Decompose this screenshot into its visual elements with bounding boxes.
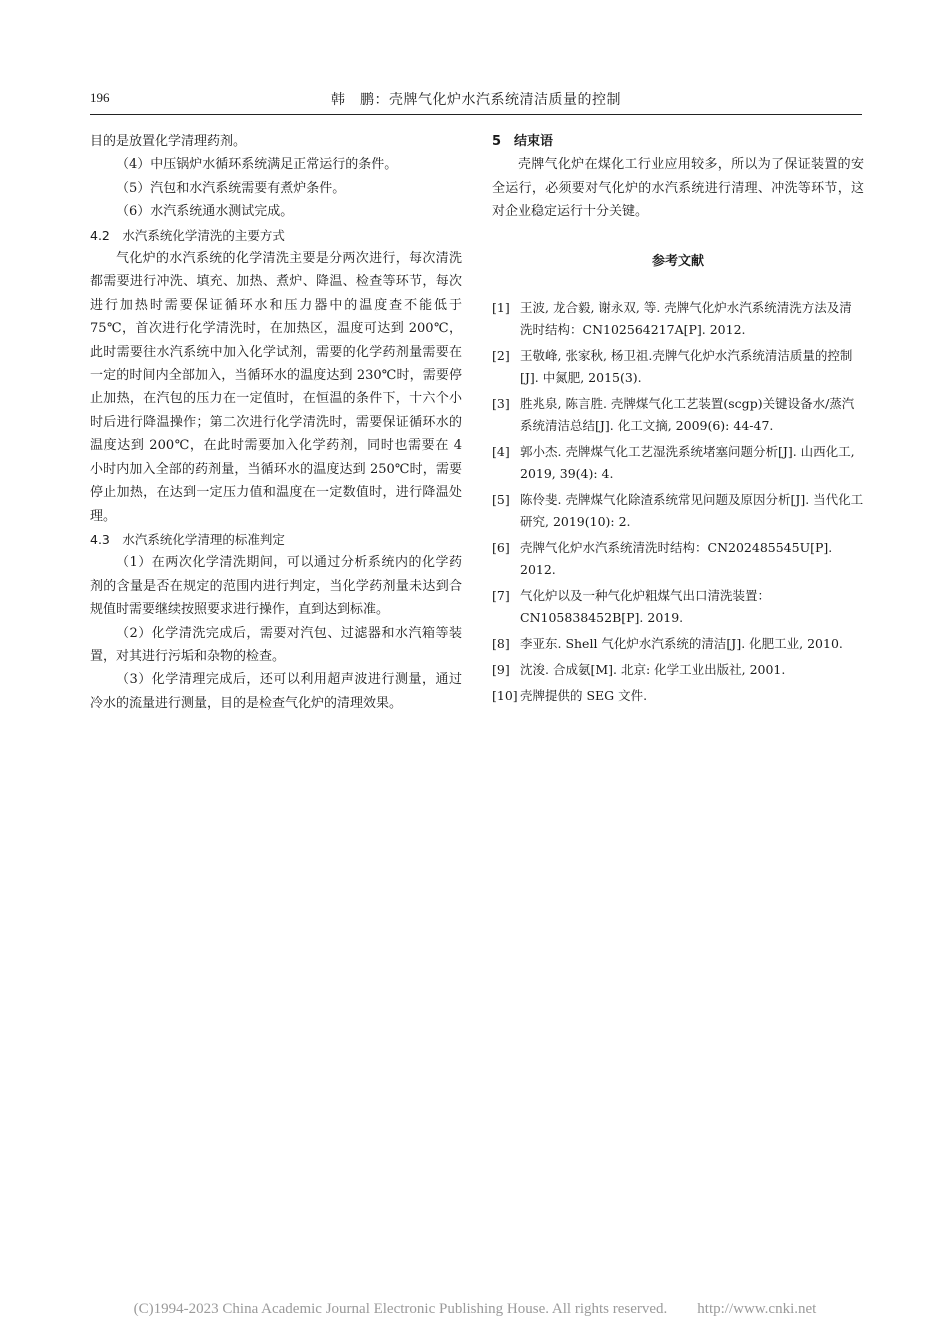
list-item: （4）中压锅炉水循环系统满足正常运行的条件。: [116, 157, 398, 173]
reference-item: [492, 297, 864, 341]
list-item: （5）汽包和水汽系统需要有煮炉条件。: [116, 180, 346, 196]
reference-text: 陈伶斐. 壳牌煤气化除渣系统常见问题及原因分析[J]. 当代化工研究, 2019(10): 2.: [520, 492, 864, 530]
reference-item: [492, 659, 864, 681]
reference-number: [6]: [492, 540, 510, 556]
reference-number: [7]: [492, 588, 510, 604]
copyright-footer: (C)1994-2023 China Academic Journal Electronic Publishing House. All rights reserved. http://www.cnki.net: [133, 1301, 817, 1317]
reference-item: [492, 393, 864, 437]
page-header: [90, 88, 862, 115]
section-4-3-paragraph: （2）化学清洗完成后，需要对汽包、过滤器和水汽箱等装置，对其进行污垢和杂物的检查。: [90, 625, 462, 664]
reference-text: 胜兆泉, 陈言胜. 壳牌煤气化工艺装置(scgp)关键设备水/蒸汽系统清洁总结[J]. 化工文摘, 2009(6): 44-47.: [520, 396, 855, 434]
page-number: 196: [90, 90, 110, 105]
reference-text: 郭小杰. 壳牌煤气化工艺湿洗系统堵塞问题分析[J]. 山西化工, 2019, 39(4): 4.: [520, 444, 855, 482]
right-column: [492, 130, 864, 711]
running-title: 韩 鹏：壳牌气化炉水汽系统清洁质量的控制: [331, 92, 621, 108]
list-item: （6）水汽系统通水测试完成。: [116, 204, 294, 220]
section-5-heading: 5 结束语: [492, 134, 554, 149]
reference-item: [492, 537, 864, 581]
section-4-3-paragraph: （1）在两次化学清洗期间，可以通过分析系统内的化学药剂的含量是否在规定的范围内进行判定，当化学药剂量未达到合规值时需要继续按照要求进行操作，直到达到标准。: [90, 555, 462, 618]
reference-item: [492, 441, 864, 485]
reference-text: 气化炉以及一种气化炉粗煤气出口清洗装置：CN105838452B[P]. 2019.: [520, 588, 771, 626]
reference-list: [492, 297, 864, 707]
reference-text: 壳牌气化炉水汽系统清洗时结构：CN202485545U[P]. 2012.: [520, 540, 833, 578]
reference-number: [2]: [492, 348, 510, 364]
reference-text: 沈浚. 合成氨[M]. 北京: 化学工业出版社, 2001.: [520, 662, 786, 678]
section-5-body: 壳牌气化炉在煤化工行业应用较多，所以为了保证装置的安全运行，必须要对气化炉的水汽系统进行清理、冲洗等环节，这对企业稳定运行十分关键。: [492, 157, 864, 220]
reference-number: [1]: [492, 300, 510, 316]
reference-number: [5]: [492, 492, 510, 508]
reference-item: [492, 633, 864, 655]
reference-text: 王敬峰, 张家秋, 杨卫祖.壳牌气化炉水汽系统清洁质量的控制[J]. 中氮肥, 2015(3).: [520, 348, 853, 386]
reference-number: [8]: [492, 636, 510, 652]
reference-number: [3]: [492, 396, 510, 412]
reference-text: 李亚东. Shell 气化炉水汽系统的清洁[J]. 化肥工业, 2010.: [520, 636, 843, 652]
reference-text: 壳牌提供的 SEG 文件.: [520, 688, 648, 704]
reference-number: [9]: [492, 662, 510, 678]
reference-item: [492, 685, 864, 707]
section-4-3-paragraph: （3）化学清理完成后，还可以利用超声波进行测量，通过冷水的流量进行测量，目的是检查气化炉的清理效果。: [90, 672, 462, 711]
section-4-3-heading: 4.3 水汽系统化学清理的标准判定: [90, 531, 285, 547]
section-4-2-heading: 4.2 水汽系统化学清洗的主要方式: [90, 227, 285, 243]
reference-item: [492, 345, 864, 389]
reference-number: [4]: [492, 444, 510, 460]
intro-text: 目的是放置化学清理药剂。: [90, 134, 247, 149]
reference-number: [10]: [492, 688, 518, 704]
reference-item: [492, 585, 864, 629]
reference-item: [492, 489, 864, 533]
references-heading: 参考文献: [651, 253, 704, 269]
section-4-2-body: 气化炉的水汽系统的化学清洗主要是分两次进行，每次清洗都需要进行冲洗、填充、加热、煮炉、降温、检查等环节，每次进行加热时需要保证循环水和压力器中的温度查不能低于 75℃，首次进行化学清洗时，在加热区，温度可达到 200℃，此时需要往水汽系统中加入化学试剂，需要的化学药剂量需要在一定的时间内全部加入，当循环水的温度达到 230℃时，需要停止加热，在汽包的压力在一定值时，在恒温的条件下，十六个小时后进行降温操作；第二次进行化学清洗时，需要保证循环水的温度达到 200℃，在此时需要加入化学药剂，同时也需要在 4 小时内加入全部的药剂量，当循环水的温度达到 250℃时，需要停止加热，在达到一定压力值和温度在一定数值时，进行降温处理。: [90, 251, 462, 524]
reference-text: 王波, 龙合毅, 谢永双, 等. 壳牌气化炉水汽系统清洗方法及清洗时结构：CN102564217A[P]. 2012.: [520, 300, 852, 338]
left-column: [90, 130, 462, 715]
